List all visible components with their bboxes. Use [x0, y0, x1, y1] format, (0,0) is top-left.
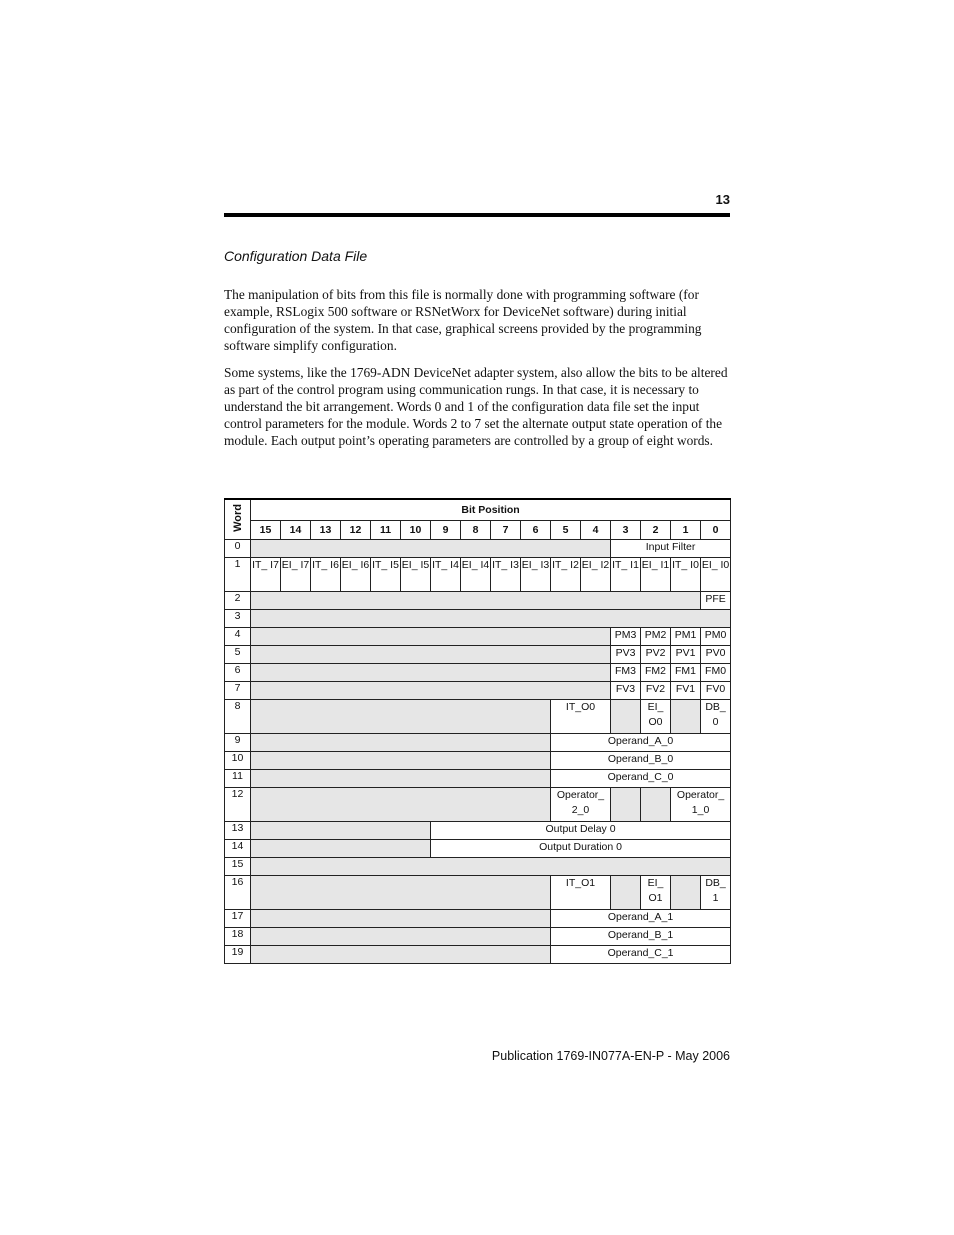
table-row: [225, 558, 731, 592]
table-row: [225, 540, 731, 558]
bit-field-cell: Operand_A_1: [551, 910, 731, 928]
bit-field-cell: Input Filter: [611, 540, 731, 558]
bit-arrangement-paragraph: Some systems, like the 1769-ADN DeviceNet adapter system, also allow the bits to be altered as part of the control program using communication rungs. In that case, it is necessary to understand the bit arrangement. Words 0 and 1 of the configuration data file set the input control parameters for the module. Words 2 to 7 set the alternate output state operation of the module. Each output point’s operating parameters are controlled by a group of eight words.: [224, 365, 728, 448]
bit-field-cell: IT_ I4: [431, 558, 461, 592]
unused-bit-cell: [251, 770, 551, 788]
bit-header: 12: [341, 521, 371, 540]
bit-header: 9: [431, 521, 461, 540]
word-number: 13: [225, 822, 251, 840]
header-rule: [224, 213, 730, 217]
bit-field-cell: IT_ I6: [311, 558, 341, 592]
table-row: [225, 592, 731, 610]
bit-field-cell: DB_ 1: [701, 876, 731, 910]
word-number: 12: [225, 788, 251, 822]
word-number: 1: [225, 558, 251, 592]
bit-field-cell: EI_ I7: [281, 558, 311, 592]
bit-field-cell: Output Delay 0: [431, 822, 731, 840]
bit-field-cell: EI_ I5: [401, 558, 431, 592]
word-number: 10: [225, 752, 251, 770]
bit-field-cell: PM1: [671, 628, 701, 646]
bit-field-cell: IT_ I1: [611, 558, 641, 592]
bit-header: 0: [701, 521, 731, 540]
word-number: 9: [225, 734, 251, 752]
word-number: 16: [225, 876, 251, 910]
bit-field-cell: FV0: [701, 682, 731, 700]
word-column-header: [225, 499, 251, 540]
publication-footer: Publication 1769-IN077A-EN-P - May 2006: [491, 1049, 730, 1063]
word-number: 0: [225, 540, 251, 558]
bit-field-cell: DB_ 0: [701, 700, 731, 734]
bit-header: 5: [551, 521, 581, 540]
bit-field-cell: Operator_ 2_0: [551, 788, 611, 822]
bit-field-cell: IT_O1: [551, 876, 611, 910]
table-row: [225, 752, 731, 770]
bit-field-cell: FM3: [611, 664, 641, 682]
bit-field-cell: IT_O0: [551, 700, 611, 734]
bit-field-cell: IT_ I2: [551, 558, 581, 592]
unused-bit-cell: [251, 822, 431, 840]
unused-bit-cell: [251, 628, 611, 646]
word-number: 6: [225, 664, 251, 682]
bit-header: 14: [281, 521, 311, 540]
bit-header: 6: [521, 521, 551, 540]
bit-field-cell: FV1: [671, 682, 701, 700]
unused-bit-cell: [251, 752, 551, 770]
table-row: [225, 682, 731, 700]
table-row: [225, 664, 731, 682]
table-row: [225, 646, 731, 664]
unused-bit-cell: [251, 540, 611, 558]
bit-field-cell: IT_ I5: [371, 558, 401, 592]
unused-bit-cell: [251, 858, 731, 876]
unused-bit-cell: [251, 734, 551, 752]
bit-field-cell: FV3: [611, 682, 641, 700]
bit-field-cell: EI_ O1: [641, 876, 671, 910]
bit-header: 15: [251, 521, 281, 540]
unused-bit-cell: [251, 646, 611, 664]
unused-bit-cell: [671, 700, 701, 734]
word-header-label: Word: [231, 504, 244, 532]
unused-bit-cell: [641, 788, 671, 822]
bit-field-cell: EI_ I2: [581, 558, 611, 592]
word-number: 11: [225, 770, 251, 788]
bit-header: 1: [671, 521, 701, 540]
table-row: [225, 770, 731, 788]
word-number: 4: [225, 628, 251, 646]
word-number: 15: [225, 858, 251, 876]
unused-bit-cell: [251, 700, 551, 734]
table-row: [225, 946, 731, 964]
bit-field-cell: EI_ I6: [341, 558, 371, 592]
bit-field-cell: Operand_B_0: [551, 752, 731, 770]
unused-bit-cell: [251, 910, 551, 928]
unused-bit-cell: [251, 840, 431, 858]
bit-field-cell: PV1: [671, 646, 701, 664]
bit-field-cell: EI_ I1: [641, 558, 671, 592]
table-row: [225, 610, 731, 628]
table-row: [225, 734, 731, 752]
page-number: 13: [715, 192, 730, 207]
table-row: [225, 700, 731, 734]
unused-bit-cell: [251, 664, 611, 682]
bit-field-cell: Operand_B_1: [551, 928, 731, 946]
unused-bit-cell: [251, 876, 551, 910]
bit-field-cell: FV2: [641, 682, 671, 700]
unused-bit-cell: [251, 682, 611, 700]
table-row: [225, 788, 731, 822]
bit-field-cell: EI_ I4: [461, 558, 491, 592]
unused-bit-cell: [251, 928, 551, 946]
bit-field-cell: IT_ I0: [671, 558, 701, 592]
bit-field-cell: EI_ I3: [521, 558, 551, 592]
bit-field-cell: Operator_ 1_0: [671, 788, 731, 822]
bit-field-cell: IT_ I7: [251, 558, 281, 592]
configuration-data-table: [224, 498, 731, 964]
unused-bit-cell: [251, 610, 731, 628]
bit-header: 4: [581, 521, 611, 540]
bit-header: 7: [491, 521, 521, 540]
unused-bit-cell: [611, 700, 641, 734]
table-row: [225, 822, 731, 840]
bit-field-cell: Output Duration 0: [431, 840, 731, 858]
bit-field-cell: EI_ I0: [701, 558, 731, 592]
unused-bit-cell: [251, 946, 551, 964]
bit-header: 2: [641, 521, 671, 540]
table-row: [225, 840, 731, 858]
bit-field-cell: FM2: [641, 664, 671, 682]
unused-bit-cell: [251, 592, 701, 610]
bit-header: 10: [401, 521, 431, 540]
bit-field-cell: FM0: [701, 664, 731, 682]
bit-header: 13: [311, 521, 341, 540]
table-row: [225, 876, 731, 910]
bit-field-cell: PM3: [611, 628, 641, 646]
bit-position-header: Bit Position: [251, 499, 731, 521]
bit-field-cell: Operand_A_0: [551, 734, 731, 752]
section-title: Configuration Data File: [224, 248, 368, 264]
word-number: 5: [225, 646, 251, 664]
unused-bit-cell: [611, 788, 641, 822]
bit-field-cell: EI_ O0: [641, 700, 671, 734]
unused-bit-cell: [611, 876, 641, 910]
word-number: 7: [225, 682, 251, 700]
bit-field-cell: Operand_C_0: [551, 770, 731, 788]
bit-field-cell: FM1: [671, 664, 701, 682]
bit-header: 11: [371, 521, 401, 540]
bit-field-cell: IT_ I3: [491, 558, 521, 592]
unused-bit-cell: [671, 876, 701, 910]
unused-bit-cell: [251, 788, 551, 822]
word-number: 18: [225, 928, 251, 946]
bit-header: 3: [611, 521, 641, 540]
bit-field-cell: PV3: [611, 646, 641, 664]
word-number: 8: [225, 700, 251, 734]
bit-field-cell: PV0: [701, 646, 731, 664]
bit-field-cell: PFE: [701, 592, 731, 610]
word-number: 14: [225, 840, 251, 858]
table-row: [225, 628, 731, 646]
word-number: 19: [225, 946, 251, 964]
table-row: [225, 858, 731, 876]
bit-field-cell: PM2: [641, 628, 671, 646]
word-number: 3: [225, 610, 251, 628]
word-number: 17: [225, 910, 251, 928]
bit-header-row: [225, 521, 731, 540]
table-body: [225, 540, 731, 964]
bit-field-cell: Operand_C_1: [551, 946, 731, 964]
table-row: [225, 910, 731, 928]
bit-field-cell: PV2: [641, 646, 671, 664]
table-row: [225, 928, 731, 946]
bit-header: 8: [461, 521, 491, 540]
word-number: 2: [225, 592, 251, 610]
bit-field-cell: PM0: [701, 628, 731, 646]
intro-paragraph: The manipulation of bits from this file is normally done with programming software (for example, RSLogix 500 software or RSNetWorx for DeviceNet software) during initial configuration of the system. In that case, graphical screens provided by the programming software simplify configuration.: [224, 287, 702, 353]
